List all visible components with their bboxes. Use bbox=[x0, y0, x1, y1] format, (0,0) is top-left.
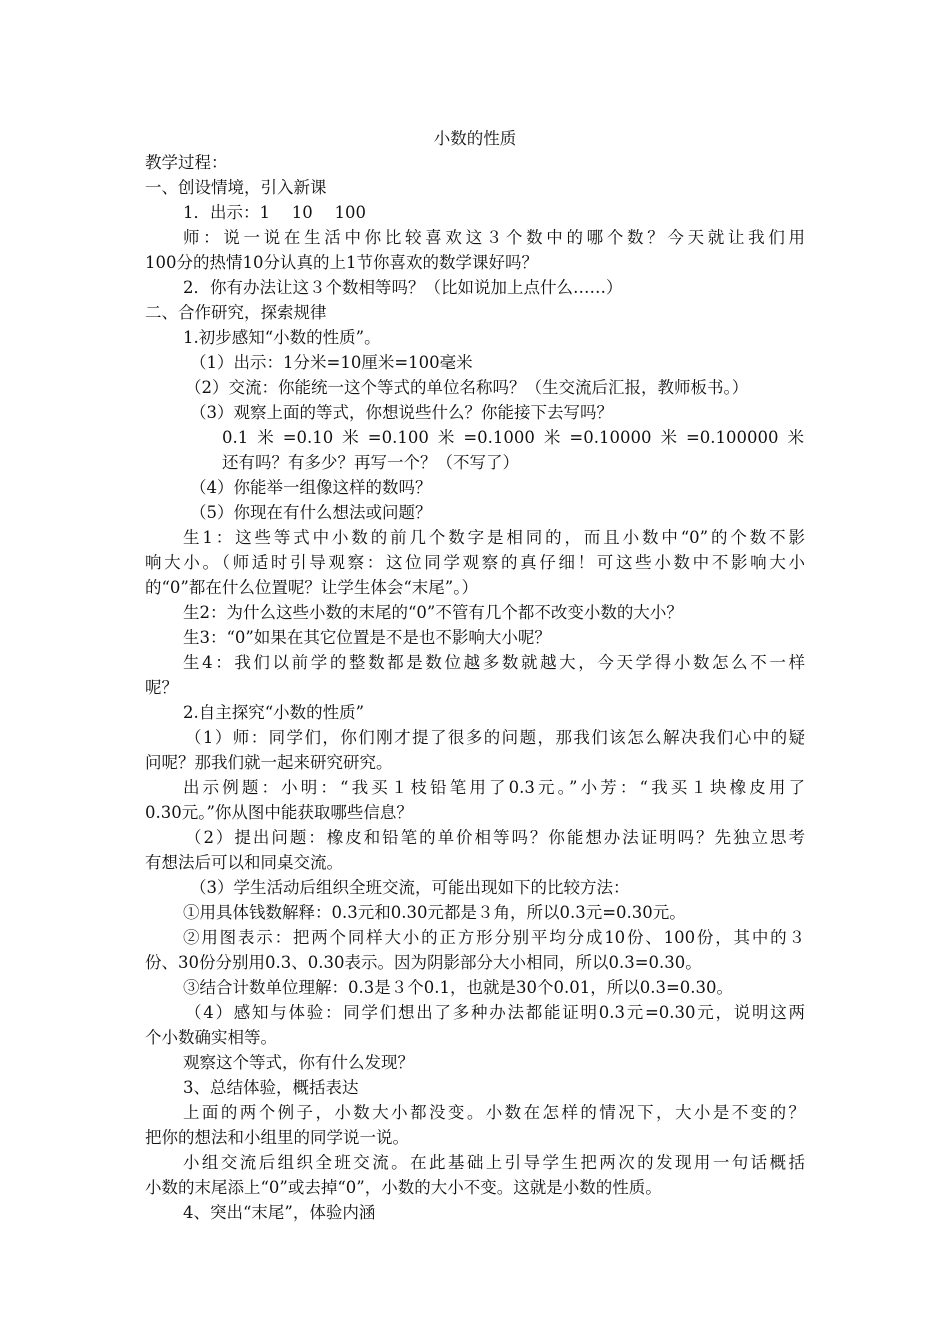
text-line: 有想法后可以和同桌交流。 bbox=[145, 853, 343, 872]
text-line: 出示例题：小明：“我买１枝铅笔用了0.3元。”小芳：“我买１块橡皮用了 bbox=[183, 778, 805, 797]
text-line: 1．出示：1 10 100 bbox=[183, 203, 366, 222]
text-line: 1.初步感知“小数的性质”。 bbox=[183, 328, 381, 347]
text-line: 上面的两个例子，小数大小都没变。小数在怎样的情况下，大小是不变的？ bbox=[183, 1103, 805, 1122]
text-line: 3、总结体验，概括表达 bbox=[183, 1078, 359, 1097]
text-line: 二、合作研究，探索规律 bbox=[145, 303, 327, 322]
text-line: 一、创设情境，引入新课 bbox=[145, 178, 327, 197]
text-line: 把你的想法和小组里的同学说一说。 bbox=[145, 1128, 409, 1147]
text-line: 0.1米=0.10米=0.100米=0.1000米=0.10000米=0.100000米 bbox=[222, 428, 804, 447]
text-line: 生2：为什么这些小数的末尾的“0”不管有几个都不改变小数的大小？ bbox=[183, 603, 683, 622]
text-line: 个小数确实相等。 bbox=[145, 1028, 277, 1047]
text-line: 0.30元。”你从图中能获取哪些信息？ bbox=[145, 803, 413, 822]
text-line: 观察这个等式，你有什么发现？ bbox=[183, 1053, 414, 1072]
text-line: （3）学生活动后组织全班交流，可能出现如下的比较方法： bbox=[190, 878, 630, 897]
text-line: 生1：这些等式中小数的前几个数字是相同的，而且小数中“0”的个数不影 bbox=[183, 528, 805, 547]
text-line: （1）出示：1分米=10厘米=100毫米 bbox=[190, 353, 473, 372]
text-line: ③结合计数单位理解：0.3是３个0.1，也就是30个0.01，所以0.3=0.30。 bbox=[183, 978, 734, 997]
text-line: 份、30份分别用0.3、0.30表示。因为阴影部分大小相同，所以0.3=0.30。 bbox=[145, 953, 702, 972]
text-line: 还有吗？有多少？再写一个？（不写了） bbox=[222, 453, 519, 472]
text-line: 100分的热情10分认真的上1节你喜欢的数学课好吗？ bbox=[145, 253, 538, 272]
text-line: 2．你有办法让这３个数相等吗？（比如说加上点什么……） bbox=[183, 278, 623, 297]
text-line: （4）感知与体验：同学们想出了多种办法都能证明0.3元=0.30元，说明这两 bbox=[185, 1003, 805, 1022]
text-line: 生3：“0”如果在其它位置是不是也不影响大小呢？ bbox=[183, 628, 551, 647]
text-line: ②用图表示：把两个同样大小的正方形分别平均分成10份、100份，其中的３ bbox=[183, 928, 805, 947]
text-line: 2.自主探究“小数的性质” bbox=[183, 703, 365, 722]
text-line: 问呢？那我们就一起来研究研究。 bbox=[145, 753, 393, 772]
text-line: ①用具体钱数解释：0.3元和0.30元都是３角，所以0.3元=0.30元。 bbox=[183, 903, 686, 922]
text-line: 生4：我们以前学的整数都是数位越多数就越大，今天学得小数怎么不一样 bbox=[183, 653, 805, 672]
document-title: 小数的性质 bbox=[433, 129, 517, 148]
text-line: 的“0”都在什么位置呢？让学生体会“末尾”。） bbox=[145, 578, 478, 597]
text-line: 4、突出“末尾”，体验内涵 bbox=[183, 1203, 376, 1222]
text-line: （2）交流：你能统一这个等式的单位名称吗？（生交流后汇报，教师板书。） bbox=[185, 378, 749, 397]
text-line: （1）师：同学们，你们刚才提了很多的问题，那我们该怎么解决我们心中的疑 bbox=[185, 728, 805, 747]
text-line: （5）你现在有什么想法或问题？ bbox=[190, 503, 432, 522]
text-line: 呢？ bbox=[145, 678, 178, 697]
text-line: （2）提出问题：橡皮和铅笔的单价相等吗？你能想办法证明吗？先独立思考 bbox=[185, 828, 805, 847]
text-line: 响大小。（师适时引导观察：这位同学观察的真仔细！可这些小数中不影响大小 bbox=[145, 553, 805, 572]
text-line: （4）你能举一组像这样的数吗？ bbox=[190, 478, 432, 497]
text-line: 教学过程： bbox=[145, 153, 228, 172]
text-line: （3）观察上面的等式，你想说些什么？你能接下去写吗？ bbox=[190, 403, 613, 422]
text-line: 小数的末尾添上“0”或去掉“0”，小数的大小不变。这就是小数的性质。 bbox=[145, 1178, 662, 1197]
text-line: 师：说一说在生活中你比较喜欢这３个数中的哪个数？今天就让我们用 bbox=[183, 228, 805, 247]
text-line: 小组交流后组织全班交流。在此基础上引导学生把两次的发现用一句话概括 bbox=[183, 1153, 805, 1172]
